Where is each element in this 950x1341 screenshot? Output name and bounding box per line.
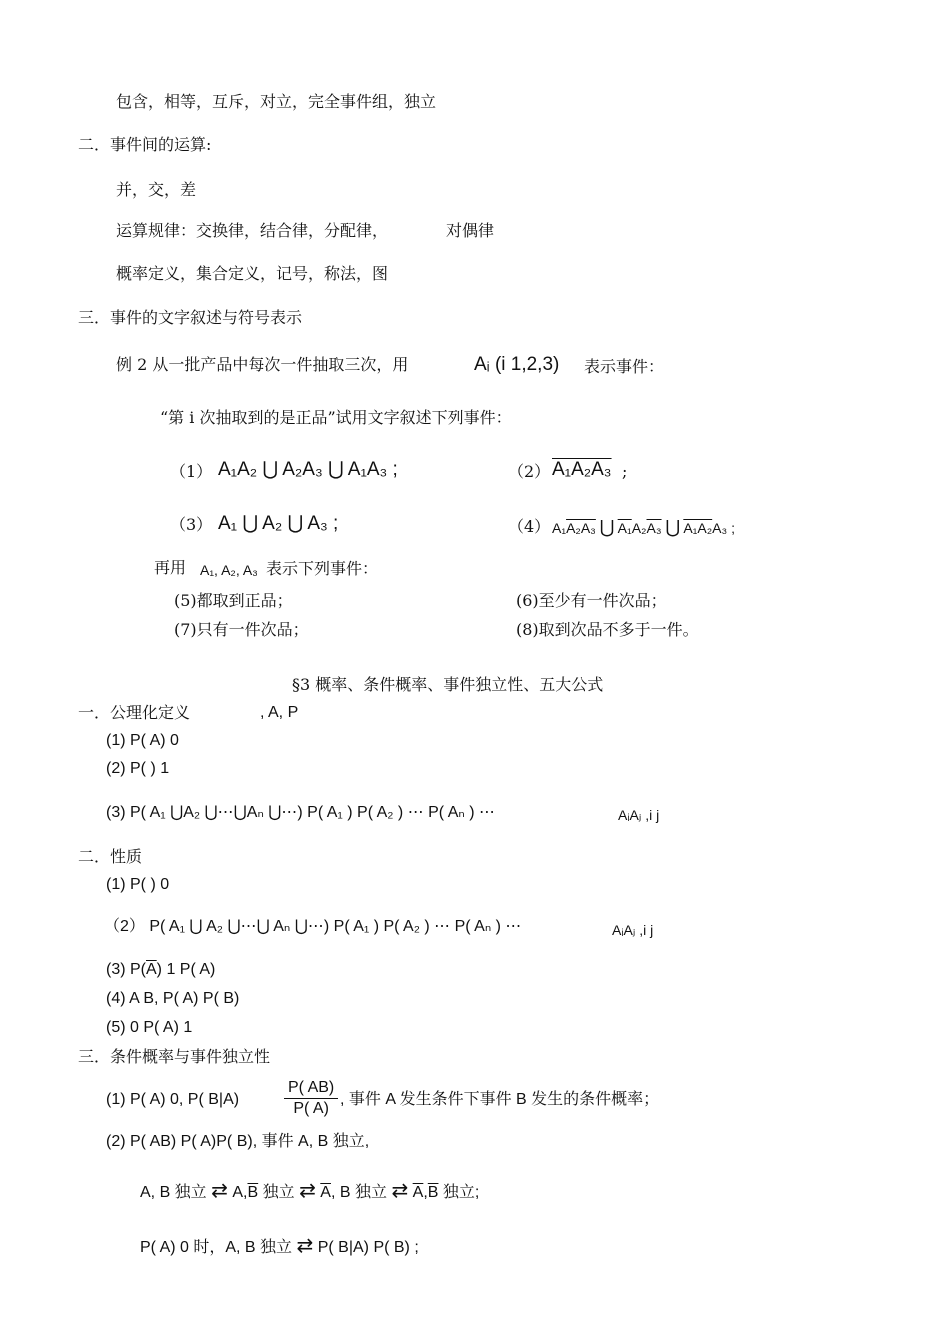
independence-na-nb-a: $\overline{A}$ [412, 1184, 424, 1201]
last-line [140, 1235, 419, 1258]
rules-line: 运算规律：交换律，结合律，分配律， [116, 221, 389, 240]
axiom-3-condition: AᵢAⱼ ,i j [618, 807, 660, 823]
conditional-1-right: , 事件 A 发生条件下事件 B 发生的条件概率； [340, 1091, 660, 1108]
item-4-label: （4） [508, 517, 551, 536]
equivalence-arrow-icon: ⇄ [211, 1178, 228, 1202]
property-3 [106, 960, 215, 980]
fraction-numerator: P( AB) [284, 1078, 338, 1099]
last-line-right: P( B|A) P( B) ; [317, 1239, 419, 1256]
section-title: §3 概率、条件概率、事件独立性、五大公式 [292, 675, 604, 694]
independence-na-b-b: , B 独立 [330, 1184, 387, 1201]
item-4-term-a: A₁ [552, 520, 567, 536]
property-1: (1) P( ) 0 [106, 876, 170, 893]
independence-a-nb-a: A, [232, 1184, 248, 1201]
section-3-heading: 三．事件的文字叙述与符号表示 [78, 308, 303, 327]
axiom-heading: 一．公理化定义 [78, 703, 191, 722]
axiom-3: (3) P( A₁ ⋃A₂ ⋃⋯⋃Aₙ ⋃⋯) P( A₁ ) P( A₂ ) ⋯ P( Aₙ ) ⋯ [106, 804, 495, 821]
definitions-line: 概率定义，集合定义，记号，称法，图 [116, 264, 389, 283]
example-2-math: Aᵢ (i 1,2,3) [474, 354, 560, 375]
again-tail: 表示下列事件： [266, 559, 379, 578]
question-5: (5)都取到正品； [174, 591, 293, 610]
item-2-label: （2） [508, 462, 551, 481]
question-7: (7)只有一件次品； [174, 620, 309, 639]
equivalence-arrow-icon: ⇄ [296, 1233, 314, 1257]
conditional-2: (2) P( AB) P( A)P( B), 事件 A, B 独立, [106, 1133, 370, 1150]
dual-law: 对偶律 [446, 221, 495, 240]
properties-heading: 二．性质 [78, 847, 143, 866]
independence-ab: A, B 独立 [140, 1184, 207, 1201]
independence-a-nb-c: 独立 [262, 1184, 295, 1201]
item-4-term-b: A₂A₃ [566, 520, 596, 536]
again-text: 再用 [154, 558, 187, 577]
item-4-math [552, 517, 735, 538]
property-5: (5) 0 P( A) 1 [106, 1019, 193, 1036]
again-math: A₁, A₂, A₃ [200, 562, 258, 578]
item-1-label: （1） [170, 462, 213, 481]
property-3-left: (3) P( [106, 961, 146, 978]
example-2-text: 例 2 从一批产品中每次一件抽取三次，用 [116, 355, 409, 374]
conditional-fraction [284, 1078, 338, 1119]
item-4-union-2: ⋃ [665, 517, 681, 537]
item-3-math: A₁ ⋃ A₂ ⋃ A₃ ; [218, 513, 339, 534]
relations-line: 包含，相等，互斥，对立，完全事件组，独立 [116, 92, 437, 111]
item-4-term-e: A₂ [631, 520, 647, 536]
item-4-term-d: A₁ [617, 520, 632, 536]
conditional-1-left: (1) P( A) 0, P( B|A) [106, 1091, 240, 1108]
item-4-term-i: A₃ ; [712, 520, 735, 536]
property-2-condition: AᵢAⱼ ,i j [612, 922, 654, 938]
example-2-tail: 表示事件： [584, 357, 665, 376]
equivalence-arrow-icon: ⇄ [299, 1178, 316, 1202]
independence-a-nb-b: $\overline{B}$ [247, 1184, 259, 1201]
property-2: （2） P( A₁ ⋃ A₂ ⋃⋯⋃ Aₙ ⋃⋯) P( A₁ ) P( A₂ ) ⋯ P( Aₙ ) ⋯ [104, 918, 522, 935]
example-2-instruction: “第 i 次抽取到的是正品”试用文字叙述下列事件： [160, 408, 512, 427]
axiom-2: (2) P( ) 1 [106, 760, 170, 777]
property-3-right: ) 1 P( A) [156, 961, 216, 978]
item-2-math: A₁A₂A₃ [552, 459, 612, 480]
independence-na-nb-b: , [423, 1184, 428, 1201]
independence-na-b-a: $\overline{A}$ [320, 1184, 331, 1201]
question-8: (8)取到次品不多于一件。 [516, 620, 699, 639]
property-3-complement: $\overline{A}$ [146, 961, 157, 978]
item-4-term-h: A₁A₂ [683, 520, 713, 536]
item-4-term-f: A₃ [646, 520, 662, 536]
item-3-label: （3） [170, 515, 213, 534]
item-2-end: ; [622, 462, 628, 481]
axiom-math: , A, P [260, 704, 299, 721]
equivalence-arrow-icon: ⇄ [391, 1178, 409, 1202]
fraction-denominator: P( A) [293, 1100, 329, 1117]
item-1-math: A₁A₂ ⋃ A₂A₃ ⋃ A₁A₃ ; [218, 459, 398, 480]
axiom-1: (1) P( A) 0 [106, 732, 179, 749]
independence-chain [140, 1180, 479, 1203]
conditional-heading: 三．条件概率与事件独立性 [78, 1047, 271, 1066]
item-4-union-1: ⋃ [599, 517, 615, 537]
independence-na-nb-c: $\overline{B}$ [427, 1184, 439, 1201]
last-line-left: P( A) 0 时，A, B 独立 [140, 1239, 293, 1256]
property-4: (4) A B, P( A) P( B) [106, 990, 240, 1007]
question-6: (6)至少有一件次品； [516, 591, 667, 610]
independence-na-nb-d: 独立; [442, 1184, 480, 1201]
section-2-heading: 二．事件间的运算: [78, 135, 212, 154]
operations-line: 并，交，差 [116, 180, 197, 199]
